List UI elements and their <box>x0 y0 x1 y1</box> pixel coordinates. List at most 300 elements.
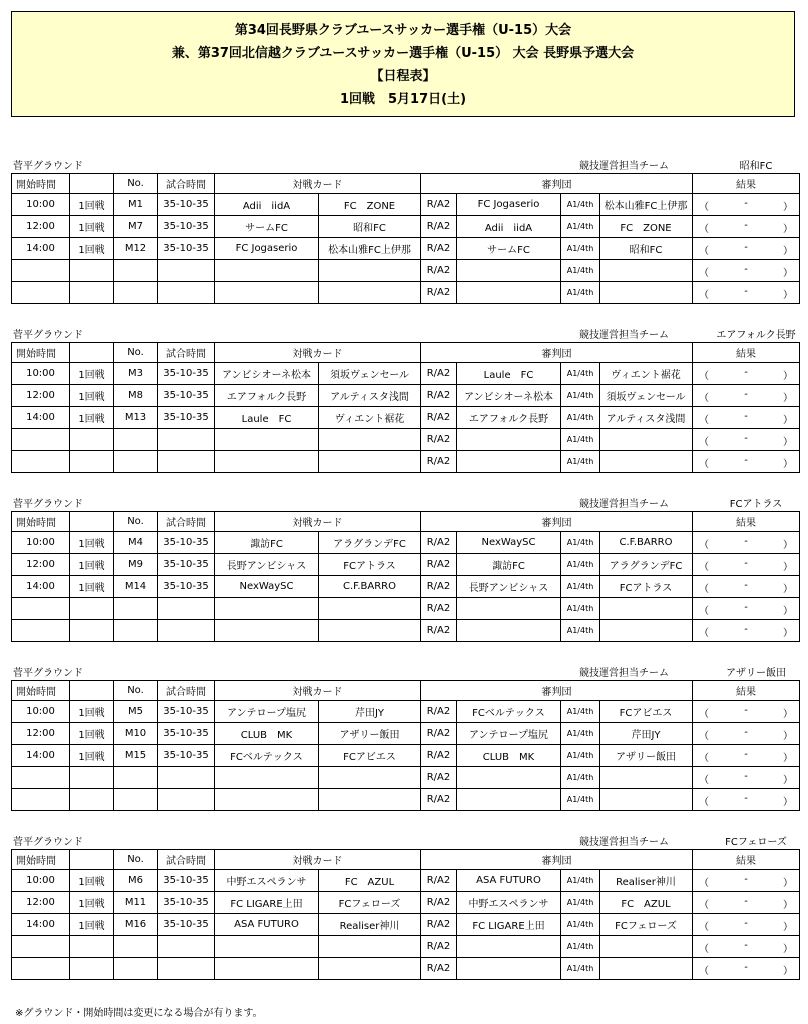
ref-sub-label: A1/4th <box>561 554 600 576</box>
round-cell <box>70 767 114 789</box>
round-cell <box>70 260 114 282</box>
ref-main-label: R/A2 <box>421 554 457 576</box>
away-team: 芹田JY <box>319 701 421 723</box>
ref-sub-team: 須坂ヴェンセール <box>600 385 693 407</box>
match-no: M10 <box>114 723 158 745</box>
venue-name: 菅平グラウンド <box>13 837 83 848</box>
home-team: NexWaySC <box>215 576 319 598</box>
result-open: （ <box>699 393 709 404</box>
match-time <box>158 598 215 620</box>
result-cell <box>693 532 800 554</box>
table-row <box>12 576 800 598</box>
result-cell <box>693 282 800 304</box>
home-team: エアフォルク長野 <box>215 385 319 407</box>
table-row <box>12 194 800 216</box>
ref-main-label: R/A2 <box>421 870 457 892</box>
header-result: 結果 <box>693 343 800 363</box>
table-row <box>12 789 800 811</box>
ref-sub-team <box>600 767 693 789</box>
result-cell <box>693 194 800 216</box>
header-time: 試合時間 <box>158 343 215 363</box>
match-no <box>114 936 158 958</box>
result-cell <box>693 870 800 892</box>
away-team <box>319 958 421 980</box>
table-row <box>12 936 800 958</box>
ref-main-team <box>457 620 561 642</box>
table-row <box>12 767 800 789</box>
result-cell <box>693 767 800 789</box>
ref-sub-team: FCフェローズ <box>600 914 693 936</box>
ref-main-team <box>457 260 561 282</box>
operating-team-name: FCアトラス <box>729 499 783 510</box>
result-separator: - <box>744 918 748 929</box>
ref-main-label: R/A2 <box>421 767 457 789</box>
result-open: （ <box>699 753 709 764</box>
venue-line <box>11 154 797 173</box>
result-open: （ <box>699 415 709 426</box>
ref-sub-label: A1/4th <box>561 576 600 598</box>
ref-sub-team: アラグランデFC <box>600 554 693 576</box>
schedule-block <box>11 830 797 980</box>
start-time <box>12 958 70 980</box>
header-referee: 審判団 <box>421 343 693 363</box>
match-time: 35-10-35 <box>158 870 215 892</box>
operating-team-name: アザリー飯田 <box>726 668 786 679</box>
away-team <box>319 429 421 451</box>
schedule-table <box>11 680 800 811</box>
result-cell <box>693 892 800 914</box>
result-separator: - <box>744 286 748 297</box>
result-close: ） <box>783 290 793 301</box>
result-separator: - <box>744 727 748 738</box>
header-row <box>12 512 800 532</box>
venue-name: 菅平グラウンド <box>13 161 83 172</box>
result-close: ） <box>783 459 793 470</box>
ref-main-team: Adii iidA <box>457 216 561 238</box>
ref-main-team: NexWaySC <box>457 532 561 554</box>
header-result: 結果 <box>693 512 800 532</box>
ref-sub-team <box>600 789 693 811</box>
schedule-table <box>11 511 800 642</box>
result-open: （ <box>699 922 709 933</box>
ref-sub-label: A1/4th <box>561 870 600 892</box>
start-time: 14:00 <box>12 914 70 936</box>
round-cell <box>70 598 114 620</box>
table-row <box>12 532 800 554</box>
result-separator: - <box>744 940 748 951</box>
ref-sub-team: アルティスタ浅間 <box>600 407 693 429</box>
start-time <box>12 260 70 282</box>
header-round <box>70 174 114 194</box>
result-close: ） <box>783 966 793 977</box>
match-no: M12 <box>114 238 158 260</box>
home-team <box>215 958 319 980</box>
result-close: ） <box>783 202 793 213</box>
ref-sub-team <box>600 620 693 642</box>
table-row <box>12 282 800 304</box>
ref-main-team: アンテロープ塩尻 <box>457 723 561 745</box>
ref-sub-label: A1/4th <box>561 767 600 789</box>
home-team <box>215 767 319 789</box>
round-cell <box>70 429 114 451</box>
start-time: 12:00 <box>12 554 70 576</box>
round-cell: 1回戦 <box>70 576 114 598</box>
result-cell <box>693 260 800 282</box>
table-row <box>12 429 800 451</box>
match-time: 35-10-35 <box>158 914 215 936</box>
match-time <box>158 260 215 282</box>
match-time: 35-10-35 <box>158 385 215 407</box>
header-start: 開始時間 <box>12 850 70 870</box>
document-header <box>11 11 795 117</box>
round-cell <box>70 282 114 304</box>
match-no: M8 <box>114 385 158 407</box>
match-no: M11 <box>114 892 158 914</box>
result-open: （ <box>699 878 709 889</box>
away-team: FC ZONE <box>319 194 421 216</box>
ref-sub-label: A1/4th <box>561 789 600 811</box>
home-team <box>215 451 319 473</box>
ref-main-label: R/A2 <box>421 745 457 767</box>
result-open: （ <box>699 437 709 448</box>
ref-main-label: R/A2 <box>421 701 457 723</box>
away-team <box>319 260 421 282</box>
result-open: （ <box>699 709 709 720</box>
ref-sub-label: A1/4th <box>561 238 600 260</box>
match-time <box>158 936 215 958</box>
result-cell <box>693 701 800 723</box>
ref-main-label: R/A2 <box>421 194 457 216</box>
start-time: 10:00 <box>12 701 70 723</box>
table-row <box>12 451 800 473</box>
away-team <box>319 598 421 620</box>
match-no: M6 <box>114 870 158 892</box>
result-open: （ <box>699 246 709 257</box>
home-team <box>215 789 319 811</box>
away-team: FCアトラス <box>319 554 421 576</box>
away-team: Realiser神川 <box>319 914 421 936</box>
match-time <box>158 789 215 811</box>
ref-sub-label: A1/4th <box>561 620 600 642</box>
start-time: 10:00 <box>12 194 70 216</box>
result-close: ） <box>783 562 793 573</box>
result-separator: - <box>744 705 748 716</box>
ref-sub-team <box>600 282 693 304</box>
start-time: 12:00 <box>12 723 70 745</box>
table-row <box>12 216 800 238</box>
header-row <box>12 850 800 870</box>
start-time <box>12 789 70 811</box>
result-open: （ <box>699 944 709 955</box>
ref-main-team: CLUB MK <box>457 745 561 767</box>
home-team: 諏訪FC <box>215 532 319 554</box>
ref-main-team <box>457 936 561 958</box>
start-time: 12:00 <box>12 385 70 407</box>
ref-main-label: R/A2 <box>421 429 457 451</box>
result-open: （ <box>699 371 709 382</box>
schedule-table <box>11 342 800 473</box>
ref-main-team <box>457 429 561 451</box>
home-team: アンテロープ塩尻 <box>215 701 319 723</box>
result-cell <box>693 914 800 936</box>
table-row <box>12 723 800 745</box>
result-separator: - <box>744 580 748 591</box>
away-team <box>319 620 421 642</box>
ref-sub-label: A1/4th <box>561 914 600 936</box>
result-separator: - <box>744 455 748 466</box>
result-separator: - <box>744 624 748 635</box>
match-no: M9 <box>114 554 158 576</box>
tournament-subtitle: 兼、第37回北信越クラブユースサッカー選手権（U-15） 大会 長野県予選大会 <box>171 46 635 61</box>
result-cell <box>693 407 800 429</box>
table-row <box>12 620 800 642</box>
round-cell: 1回戦 <box>70 723 114 745</box>
result-close: ） <box>783 900 793 911</box>
result-open: （ <box>699 731 709 742</box>
match-time <box>158 620 215 642</box>
result-open: （ <box>699 628 709 639</box>
ref-main-team <box>457 282 561 304</box>
match-no: M1 <box>114 194 158 216</box>
ref-main-label: R/A2 <box>421 532 457 554</box>
result-separator: - <box>744 874 748 885</box>
header-row <box>12 174 800 194</box>
result-open: （ <box>699 540 709 551</box>
result-separator: - <box>744 793 748 804</box>
header-time: 試合時間 <box>158 174 215 194</box>
result-close: ） <box>783 584 793 595</box>
round-cell: 1回戦 <box>70 238 114 260</box>
match-time: 35-10-35 <box>158 892 215 914</box>
ref-sub-team: 昭和FC <box>600 238 693 260</box>
home-team: FC LIGARE上田 <box>215 892 319 914</box>
round-cell: 1回戦 <box>70 892 114 914</box>
header-row <box>12 343 800 363</box>
result-cell <box>693 216 800 238</box>
ref-sub-label: A1/4th <box>561 216 600 238</box>
header-card: 対戦カード <box>215 850 421 870</box>
match-time <box>158 958 215 980</box>
start-time: 14:00 <box>12 238 70 260</box>
result-cell <box>693 363 800 385</box>
ref-sub-label: A1/4th <box>561 532 600 554</box>
venue-line <box>11 830 797 849</box>
venue-line <box>11 661 797 680</box>
match-no <box>114 598 158 620</box>
table-row <box>12 701 800 723</box>
match-no: M15 <box>114 745 158 767</box>
result-separator: - <box>744 962 748 973</box>
match-time: 35-10-35 <box>158 745 215 767</box>
start-time: 14:00 <box>12 745 70 767</box>
result-open: （ <box>699 797 709 808</box>
header-round <box>70 681 114 701</box>
match-time: 35-10-35 <box>158 363 215 385</box>
result-separator: - <box>744 242 748 253</box>
round-cell: 1回戦 <box>70 363 114 385</box>
ref-main-team: 諏訪FC <box>457 554 561 576</box>
result-open: （ <box>699 202 709 213</box>
header-card: 対戦カード <box>215 343 421 363</box>
result-open: （ <box>699 459 709 470</box>
round-cell <box>70 936 114 958</box>
ref-sub-label: A1/4th <box>561 407 600 429</box>
table-row <box>12 385 800 407</box>
match-no: M5 <box>114 701 158 723</box>
ref-main-label: R/A2 <box>421 598 457 620</box>
result-separator: - <box>744 558 748 569</box>
ref-sub-label: A1/4th <box>561 260 600 282</box>
match-no <box>114 260 158 282</box>
result-open: （ <box>699 584 709 595</box>
ref-sub-team <box>600 260 693 282</box>
result-close: ） <box>783 797 793 808</box>
home-team: Laule FC <box>215 407 319 429</box>
away-team: FCフェローズ <box>319 892 421 914</box>
home-team <box>215 598 319 620</box>
header-round <box>70 343 114 363</box>
header-start: 開始時間 <box>12 512 70 532</box>
result-separator: - <box>744 771 748 782</box>
round-cell: 1回戦 <box>70 870 114 892</box>
match-time <box>158 767 215 789</box>
home-team <box>215 429 319 451</box>
result-separator: - <box>744 896 748 907</box>
match-no <box>114 282 158 304</box>
home-team <box>215 936 319 958</box>
ref-sub-label: A1/4th <box>561 723 600 745</box>
header-result: 結果 <box>693 174 800 194</box>
venue-line <box>11 323 797 342</box>
away-team <box>319 936 421 958</box>
header-round <box>70 512 114 532</box>
ref-main-label: R/A2 <box>421 723 457 745</box>
result-close: ） <box>783 415 793 426</box>
ref-main-team: FCベルテックス <box>457 701 561 723</box>
ref-sub-label: A1/4th <box>561 701 600 723</box>
round-date: 1回戦 5月17日(土) <box>339 92 467 107</box>
round-cell: 1回戦 <box>70 701 114 723</box>
start-time <box>12 620 70 642</box>
start-time <box>12 936 70 958</box>
start-time <box>12 767 70 789</box>
start-time <box>12 451 70 473</box>
match-no: M16 <box>114 914 158 936</box>
ref-sub-team: 松本山雅FC上伊那 <box>600 194 693 216</box>
round-cell: 1回戦 <box>70 194 114 216</box>
header-row <box>12 681 800 701</box>
header-start: 開始時間 <box>12 174 70 194</box>
match-no <box>114 789 158 811</box>
away-team <box>319 767 421 789</box>
away-team: FC AZUL <box>319 870 421 892</box>
home-team: FCベルテックス <box>215 745 319 767</box>
result-close: ） <box>783 731 793 742</box>
ref-sub-team: FC AZUL <box>600 892 693 914</box>
round-cell <box>70 620 114 642</box>
result-separator: - <box>744 433 748 444</box>
result-close: ） <box>783 246 793 257</box>
ref-sub-label: A1/4th <box>561 194 600 216</box>
result-cell <box>693 451 800 473</box>
operating-team-name: FCフェローズ <box>725 837 787 848</box>
ref-main-label: R/A2 <box>421 363 457 385</box>
match-no: M3 <box>114 363 158 385</box>
round-cell <box>70 789 114 811</box>
away-team <box>319 789 421 811</box>
ref-sub-team: アザリー飯田 <box>600 745 693 767</box>
ref-sub-team: C.F.BARRO <box>600 532 693 554</box>
header-no: No. <box>114 850 158 870</box>
match-no: M7 <box>114 216 158 238</box>
result-open: （ <box>699 290 709 301</box>
result-close: ） <box>783 371 793 382</box>
home-team <box>215 282 319 304</box>
header-referee: 審判団 <box>421 512 693 532</box>
operating-team-label: 競技運営担当チーム <box>579 161 669 172</box>
ref-main-label: R/A2 <box>421 451 457 473</box>
ref-main-team: FC Jogaserio <box>457 194 561 216</box>
match-no: M4 <box>114 532 158 554</box>
ref-sub-team <box>600 429 693 451</box>
result-separator: - <box>744 749 748 760</box>
result-cell <box>693 598 800 620</box>
table-row <box>12 238 800 260</box>
ref-sub-label: A1/4th <box>561 363 600 385</box>
table-row <box>12 363 800 385</box>
operating-team-label: 競技運営担当チーム <box>579 668 669 679</box>
start-time <box>12 598 70 620</box>
match-time: 35-10-35 <box>158 238 215 260</box>
ref-sub-label: A1/4th <box>561 936 600 958</box>
ref-sub-team: FCアトラス <box>600 576 693 598</box>
match-time <box>158 429 215 451</box>
ref-sub-team <box>600 598 693 620</box>
ref-main-label: R/A2 <box>421 238 457 260</box>
round-cell: 1回戦 <box>70 914 114 936</box>
away-team: ヴィエント裾花 <box>319 407 421 429</box>
away-team <box>319 282 421 304</box>
operating-team-label: 競技運営担当チーム <box>579 837 669 848</box>
ref-sub-team <box>600 451 693 473</box>
ref-sub-label: A1/4th <box>561 282 600 304</box>
round-cell: 1回戦 <box>70 554 114 576</box>
ref-main-team: FC LIGARE上田 <box>457 914 561 936</box>
result-close: ） <box>783 775 793 786</box>
match-no <box>114 620 158 642</box>
ref-main-team <box>457 789 561 811</box>
round-cell <box>70 958 114 980</box>
header-no: No. <box>114 512 158 532</box>
venue-name: 菅平グラウンド <box>13 499 83 510</box>
header-time: 試合時間 <box>158 681 215 701</box>
header-no: No. <box>114 681 158 701</box>
venue-name: 菅平グラウンド <box>13 330 83 341</box>
table-row <box>12 745 800 767</box>
ref-main-label: R/A2 <box>421 385 457 407</box>
result-cell <box>693 723 800 745</box>
home-team: FC Jogaserio <box>215 238 319 260</box>
operating-team-label: 競技運営担当チーム <box>579 499 669 510</box>
result-close: ） <box>783 606 793 617</box>
result-cell <box>693 554 800 576</box>
ref-main-label: R/A2 <box>421 936 457 958</box>
home-team <box>215 260 319 282</box>
ref-main-label: R/A2 <box>421 789 457 811</box>
ref-sub-team: Realiser神川 <box>600 870 693 892</box>
result-separator: - <box>744 536 748 547</box>
start-time: 10:00 <box>12 870 70 892</box>
